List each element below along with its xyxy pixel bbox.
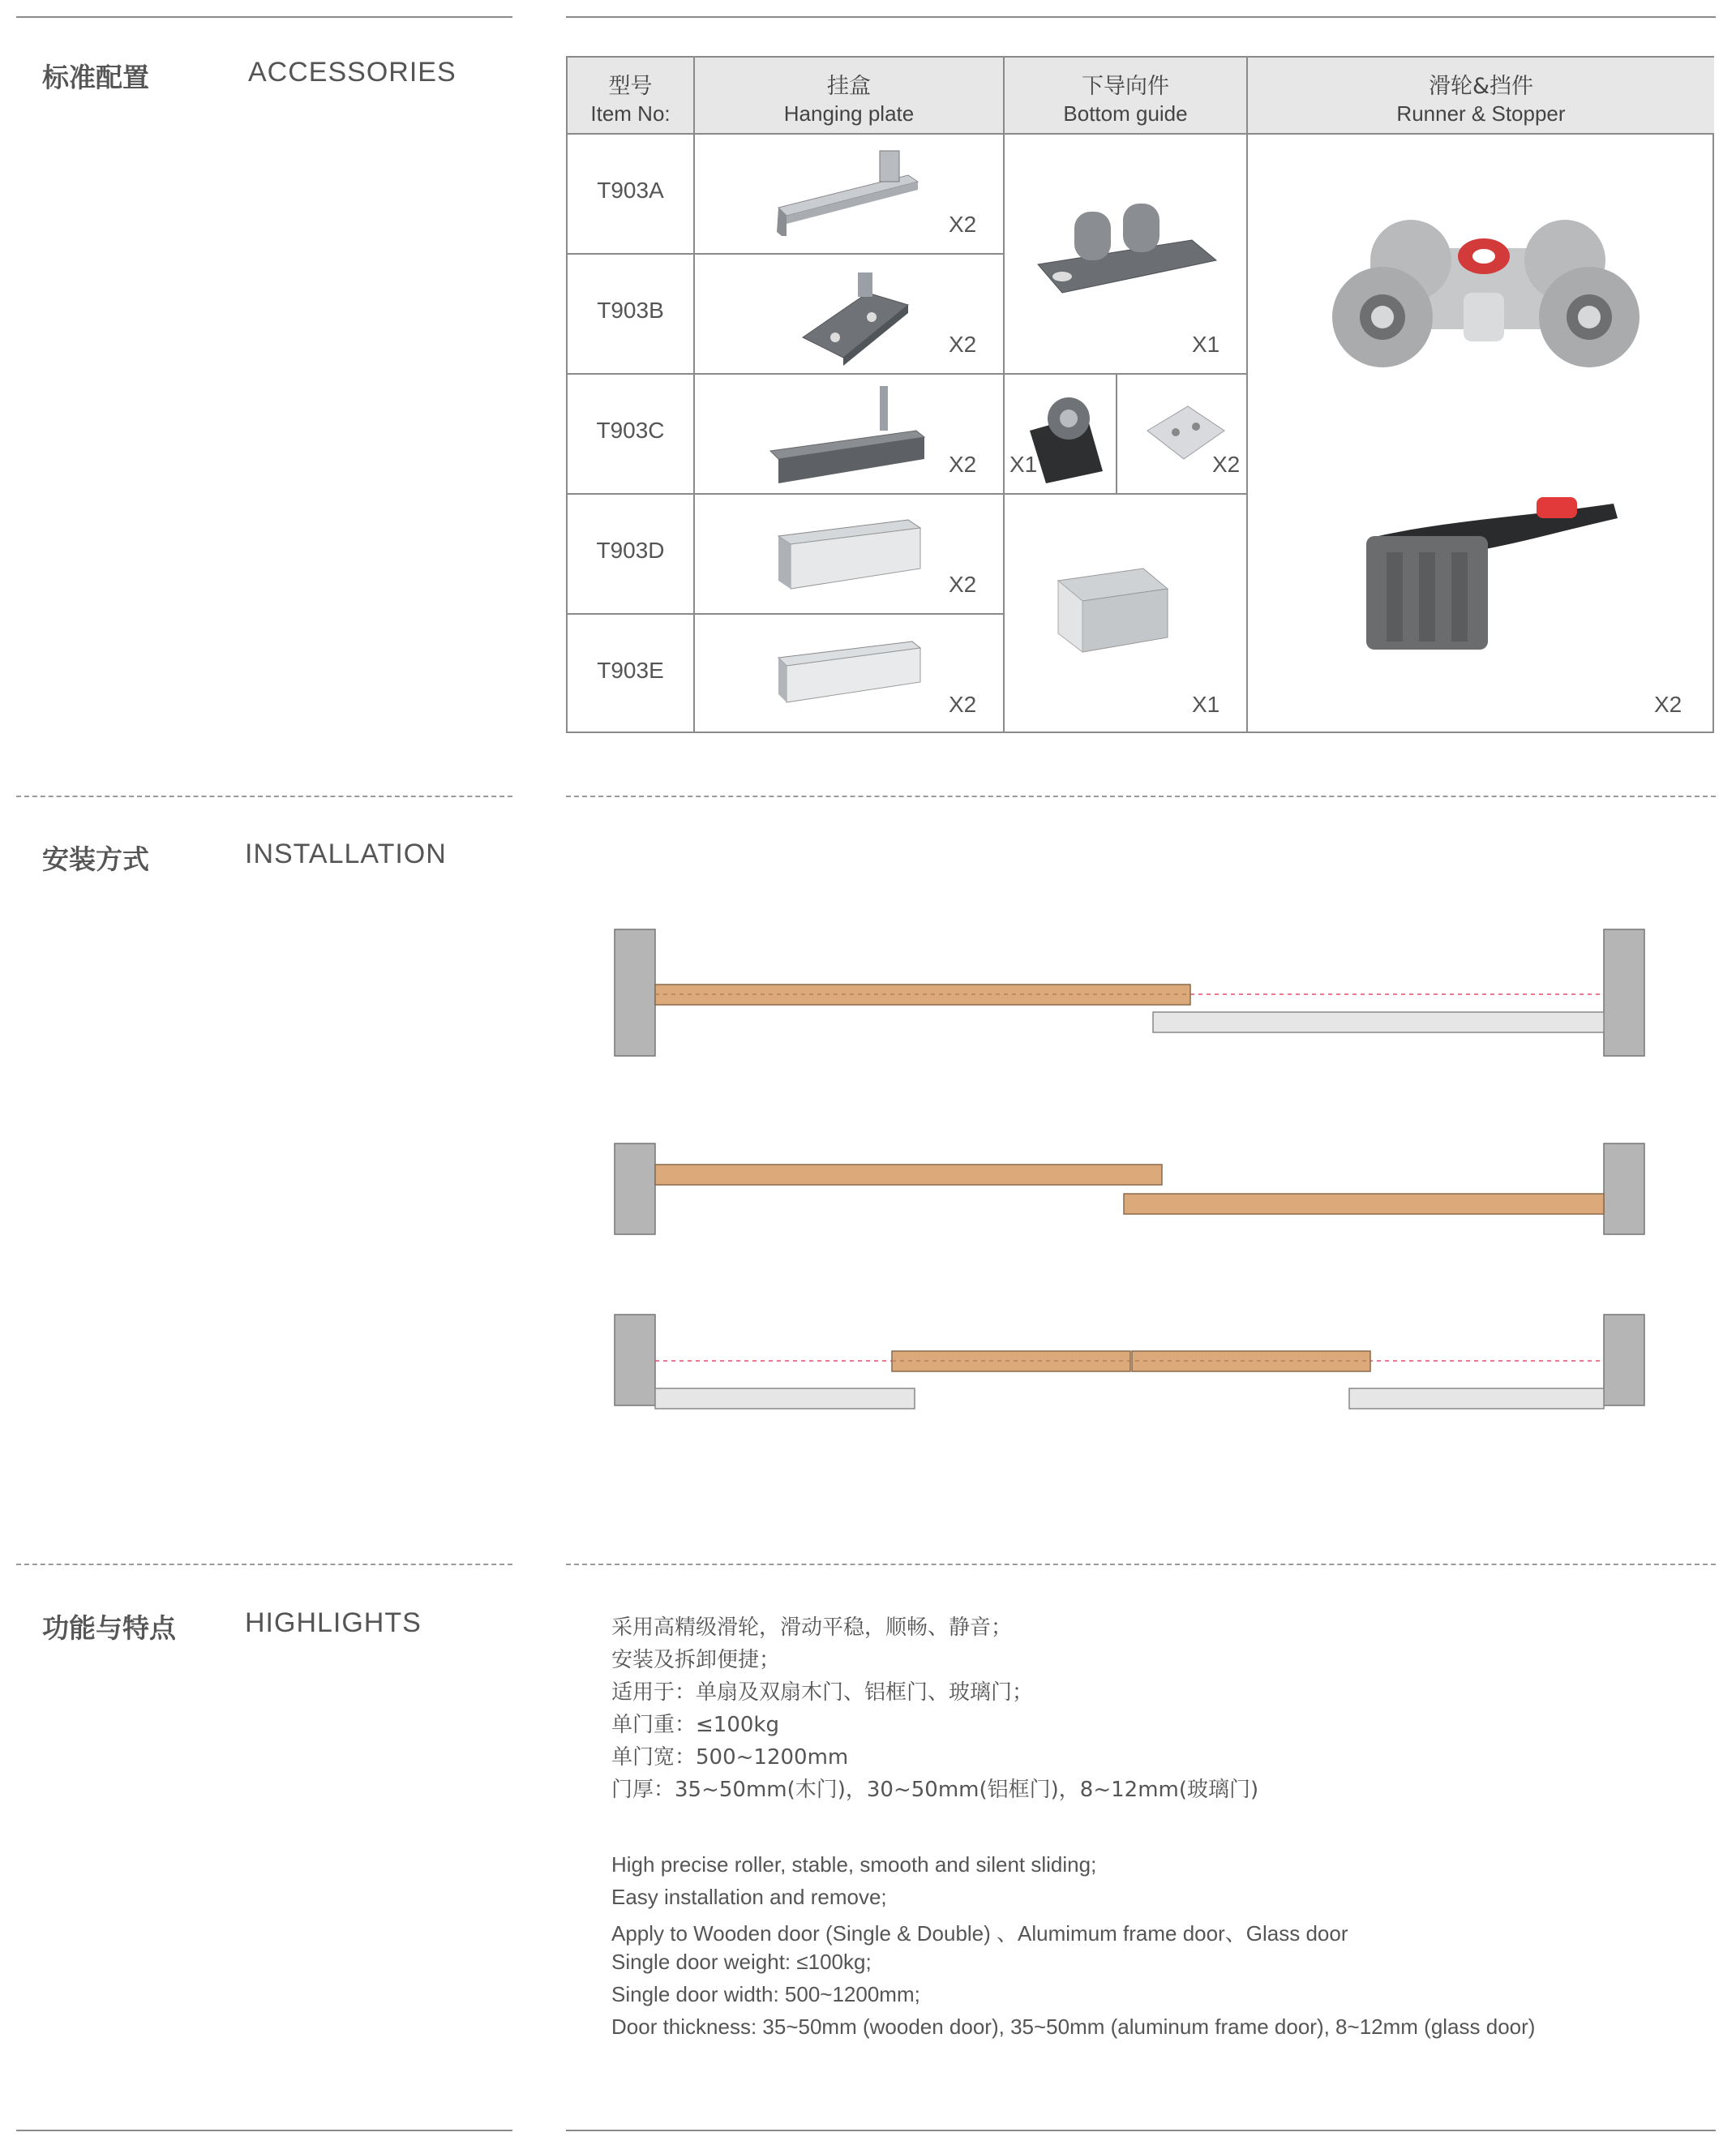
col-divider-1 xyxy=(693,58,695,732)
highlight-cn-1: 采用高精级滑轮，滑动平稳，顺畅、静音； xyxy=(611,1615,1013,1640)
glass-panel-3a xyxy=(655,1388,915,1409)
wooden-door-2b xyxy=(1124,1194,1604,1214)
wooden-door-2a xyxy=(655,1165,1162,1185)
highlight-cn-4: 单门重：≤100kg xyxy=(611,1713,779,1737)
highlight-en-3: Apply to Wooden door (Single & Double) 、Alumimum frame door、Glass door xyxy=(611,1921,1348,1946)
wall-left-1 xyxy=(615,929,655,1056)
top-rule-right xyxy=(566,16,1716,18)
hanging-plate-b-image xyxy=(795,260,916,374)
installation-title-cn: 安装方式 xyxy=(42,843,149,875)
header-bottom-guide: 下导向件 Bottom guide xyxy=(1005,58,1246,133)
bottom-guide-qty-c-right: X2 xyxy=(1212,452,1241,477)
highlights-title-en: HIGHLIGHTS xyxy=(245,1607,422,1638)
glass-panel-3b xyxy=(1349,1388,1604,1409)
installation-title-en: INSTALLATION xyxy=(245,839,447,869)
accessories-table xyxy=(566,56,1714,733)
highlight-en-4: Single door weight: ≤100kg; xyxy=(611,1950,872,1974)
bottom-rule-left xyxy=(16,2130,512,2131)
highlight-cn-5: 单门宽：500~1200mm xyxy=(611,1745,849,1770)
installation-diagram xyxy=(600,916,1670,1435)
hanging-qty-b: X2 xyxy=(949,332,977,357)
top-rule-left xyxy=(16,16,512,18)
hanging-plate-a-image xyxy=(770,143,932,236)
wall-left-2 xyxy=(615,1143,655,1234)
bottom-guide-qty-c-left: X1 xyxy=(1009,452,1038,477)
bottom-guide-bottom-image xyxy=(1046,556,1184,662)
highlight-en-1: High precise roller, stable, smooth and silent sliding; xyxy=(611,1852,1097,1877)
col-divider-2 xyxy=(1003,58,1005,732)
wall-right-3 xyxy=(1604,1315,1644,1405)
bottom-guide-top-image xyxy=(1030,195,1224,317)
runner-qty: X2 xyxy=(1654,692,1682,717)
highlight-cn-6: 门厚：35~50mm(木门)，30~50mm(铝框门)，8~12mm(玻璃门) xyxy=(611,1778,1259,1802)
divider-accessories-left xyxy=(16,796,512,797)
accessories-title-en: ACCESSORIES xyxy=(248,57,457,88)
hanging-qty-d: X2 xyxy=(949,572,977,597)
hanging-plate-e-image xyxy=(770,625,932,723)
highlights-title-cn: 功能与特点 xyxy=(42,1612,176,1644)
header-divider xyxy=(568,133,1712,135)
stopper-image xyxy=(1354,487,1630,666)
row-divider-4 xyxy=(568,613,1005,615)
hanging-qty-e: X2 xyxy=(949,692,977,717)
glass-door-1 xyxy=(1153,1012,1604,1032)
hanging-qty-c: X2 xyxy=(949,452,977,477)
wall-left-3 xyxy=(615,1315,655,1405)
header-runner-stopper: 滑轮&挡件 Runner & Stopper xyxy=(1248,58,1714,133)
hanging-plate-c-image xyxy=(766,382,937,496)
divider-accessories-right xyxy=(566,796,1716,797)
divider-installation-left xyxy=(16,1564,512,1565)
hanging-plate-d-image xyxy=(770,500,932,605)
bottom-rule-right xyxy=(566,2130,1716,2131)
bottom-guide-qty-bottom: X1 xyxy=(1192,692,1220,717)
bottom-guide-c-split xyxy=(1116,373,1117,493)
item-no-c: T903C xyxy=(596,418,665,443)
header-hanging-plate: 挂盒 Hanging plate xyxy=(695,58,1003,133)
wall-right-1 xyxy=(1604,929,1644,1056)
wall-right-2 xyxy=(1604,1143,1644,1234)
runner-image xyxy=(1322,204,1646,390)
highlight-en-5: Single door width: 500~1200mm; xyxy=(611,1982,920,2006)
hanging-qty-a: X2 xyxy=(949,212,977,237)
highlight-cn-2: 安装及拆卸便捷； xyxy=(611,1648,781,1672)
row-divider-1 xyxy=(568,253,1005,255)
highlight-en-6: Door thickness: 35~50mm (wooden door), 35~50mm (aluminum frame door), 8~12mm (glass door) xyxy=(611,2014,1536,2039)
item-no-a: T903A xyxy=(597,178,664,203)
divider-installation-right xyxy=(566,1564,1716,1565)
item-no-e: T903E xyxy=(597,658,664,683)
bottom-guide-qty-top: X1 xyxy=(1192,332,1220,357)
highlight-cn-3: 适用于：单扇及双扇木门、铝框门、玻璃门； xyxy=(611,1680,1034,1705)
accessories-title-cn: 标准配置 xyxy=(42,62,149,93)
col-divider-3 xyxy=(1246,58,1248,732)
header-item-no: 型号 Item No: xyxy=(568,58,693,133)
highlight-en-2: Easy installation and remove; xyxy=(611,1885,887,1909)
item-no-b: T903B xyxy=(597,298,664,323)
item-no-d: T903D xyxy=(596,538,665,563)
